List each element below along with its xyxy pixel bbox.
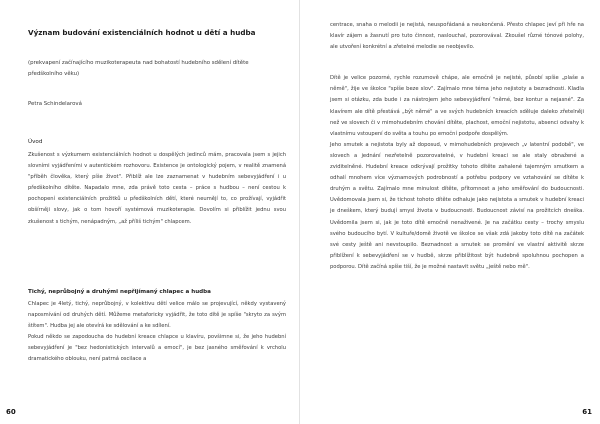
body-paragraph: Jeho smutek a nejistota byly až doposud, v mimohudebních projevech „v latentní podobě", ve slovech a jednání nezřetelně pozorovatelné, v hudební kreaci se ale staly obnažené a zviditelněné. Hudební kreace odkrývají prožitky tohoto dítěte zahalené tajemným smutkem a odhalí mnohem více významových podrobností a potřebu podpory ve vztahování se dítěte k druhým a světu. Zajímalo mne minulost dítěte, přítomnost a jeho směřování do budoucnosti. Uvědomovala jsem si, že tichost tohoto dítěte odhaluje jako nejistota a smutek v hudební kreaci je dneškem, který budují smysl života v budoucnosti. Budoucnost závisí na prožitcích dneška. Uvědomila jsem si, jak je toto dítě emočně nenaživené. Je na začátku cesty – trochy smyslu svého budoucího bytí. V kultuře/domě životě ve školce se však zdá jakoby toto dítě na začátek své cesty ještě ani nevstoupilo. Beznadnost a smutek se promění ve vlastní aktivitě skrze přiblížení k sebevyjádření se v hudbě, skrze přiblížitost být hudebně spoluhnou pochopen a podporou. Dítě začíná spíše tiší, že je možné nastavit světu „ještě nebo mě". [330, 141, 584, 270]
body-paragraph: centrace, snaha o melodii je nejistá, neuspořádaná a neukončená. Přesto chlapec jeví při hře na klavír zájem a žasnutí pro tuto činnost, naslouchal, pozorovával. Zkoušel různé tónové polohy, ale utvoření konkrétní a zřetelné melodie se neobjevilo. [330, 22, 584, 51]
case-heading: Tichý, neprůbojný a druhými nepřijímaný chlapec a hudba [28, 289, 211, 295]
right-page [300, 0, 600, 424]
article-title: Význam budování existenciálních hodnot u dětí a hudba [28, 28, 256, 37]
author-name: Petra Schindelarová [28, 101, 82, 107]
article-header [28, 28, 286, 38]
body-paragraph: Dítě je velice pozorné, rychle rozumově chápe, ale emočně je nejisté, působí spíše „plaše a němě", žije ve školce "spíše beze slov". Zajímalo mne téma jeho nejistoty a bezradnosti. Kladla jsem si otázku, zda bude i za nástrojem jeho sebevyjádření "němé, bez kontur a nejasné". Za klavírem ale dítě přestává „být němé" a ve svých hudebních kreacích sděluje daleko zřetelněji než ve slovech či v mimohudebním chování dítěte, plachost, emoční nejistotu, absenci odvahy k vlastnímu vstoupení do světa a touhu po emoční podpoře dospělým. [330, 75, 584, 137]
article-subtitle: (prekvapení začínajícího muzikoterapeuta nad bohatostí hudebního sdělení dítěte předškolního věku) [28, 60, 249, 77]
case-paragraph: Pokud někdo se zapodoucha do hudební kreace chlapce u klavíru, povšimne si, že jeho hudební sebevyjádření je "bez hedonistických intervalů a emocí", je bez jasného směřování k vrcholu dramatického oblouku, není patrná oscilace a [28, 334, 286, 363]
right-column [330, 20, 584, 273]
subtitle-block [28, 58, 268, 79]
intro-section [28, 137, 286, 228]
page-number-right: 61 [582, 408, 592, 416]
intro-paragraph: Zkušenost s výzkumem existenciálních hodnot u dospělých jedinců mám, pracovala jsem s jejich slovními vyjádřeními v autentickém rozhovoru. Existence je ontologický pojem, v realitě znamená "příběh člověka, který píše život". Přiblíž ale lze zaznamenat v hudebním sebevyjádření i u předškolního dítěte. Napadalo mne, zda právě toto cesta – práce s hudbou – není cestou k pochopení existenciálních prožitků u předškolních dětí, které neumějí to, co prožívají, vyjádřit obšírněji slovy, jak o tom hovoří systémová muzikoterapie. Dovolím si přiblížit jednu svou zkušenost s tichým, nenápadným, „až příliš tichým" chlapcem. [28, 152, 286, 225]
page-number-left: 60 [6, 408, 16, 416]
case-paragraph: Chlapec je 4letý, tichý, neprůbojný, v kolektivu dětí velice málo se projevující, někdy vystavený naposmívání od druhých dětí. Můžeme metaforicky vyjádřit, že toto dítě je spíše "skryto za svým štítem". Hudba jej ale otevírá ke sdělování a ke sdílení. [28, 301, 286, 330]
intro-heading: Úvod [28, 139, 43, 145]
author-block [28, 99, 286, 109]
case-section [28, 287, 286, 366]
